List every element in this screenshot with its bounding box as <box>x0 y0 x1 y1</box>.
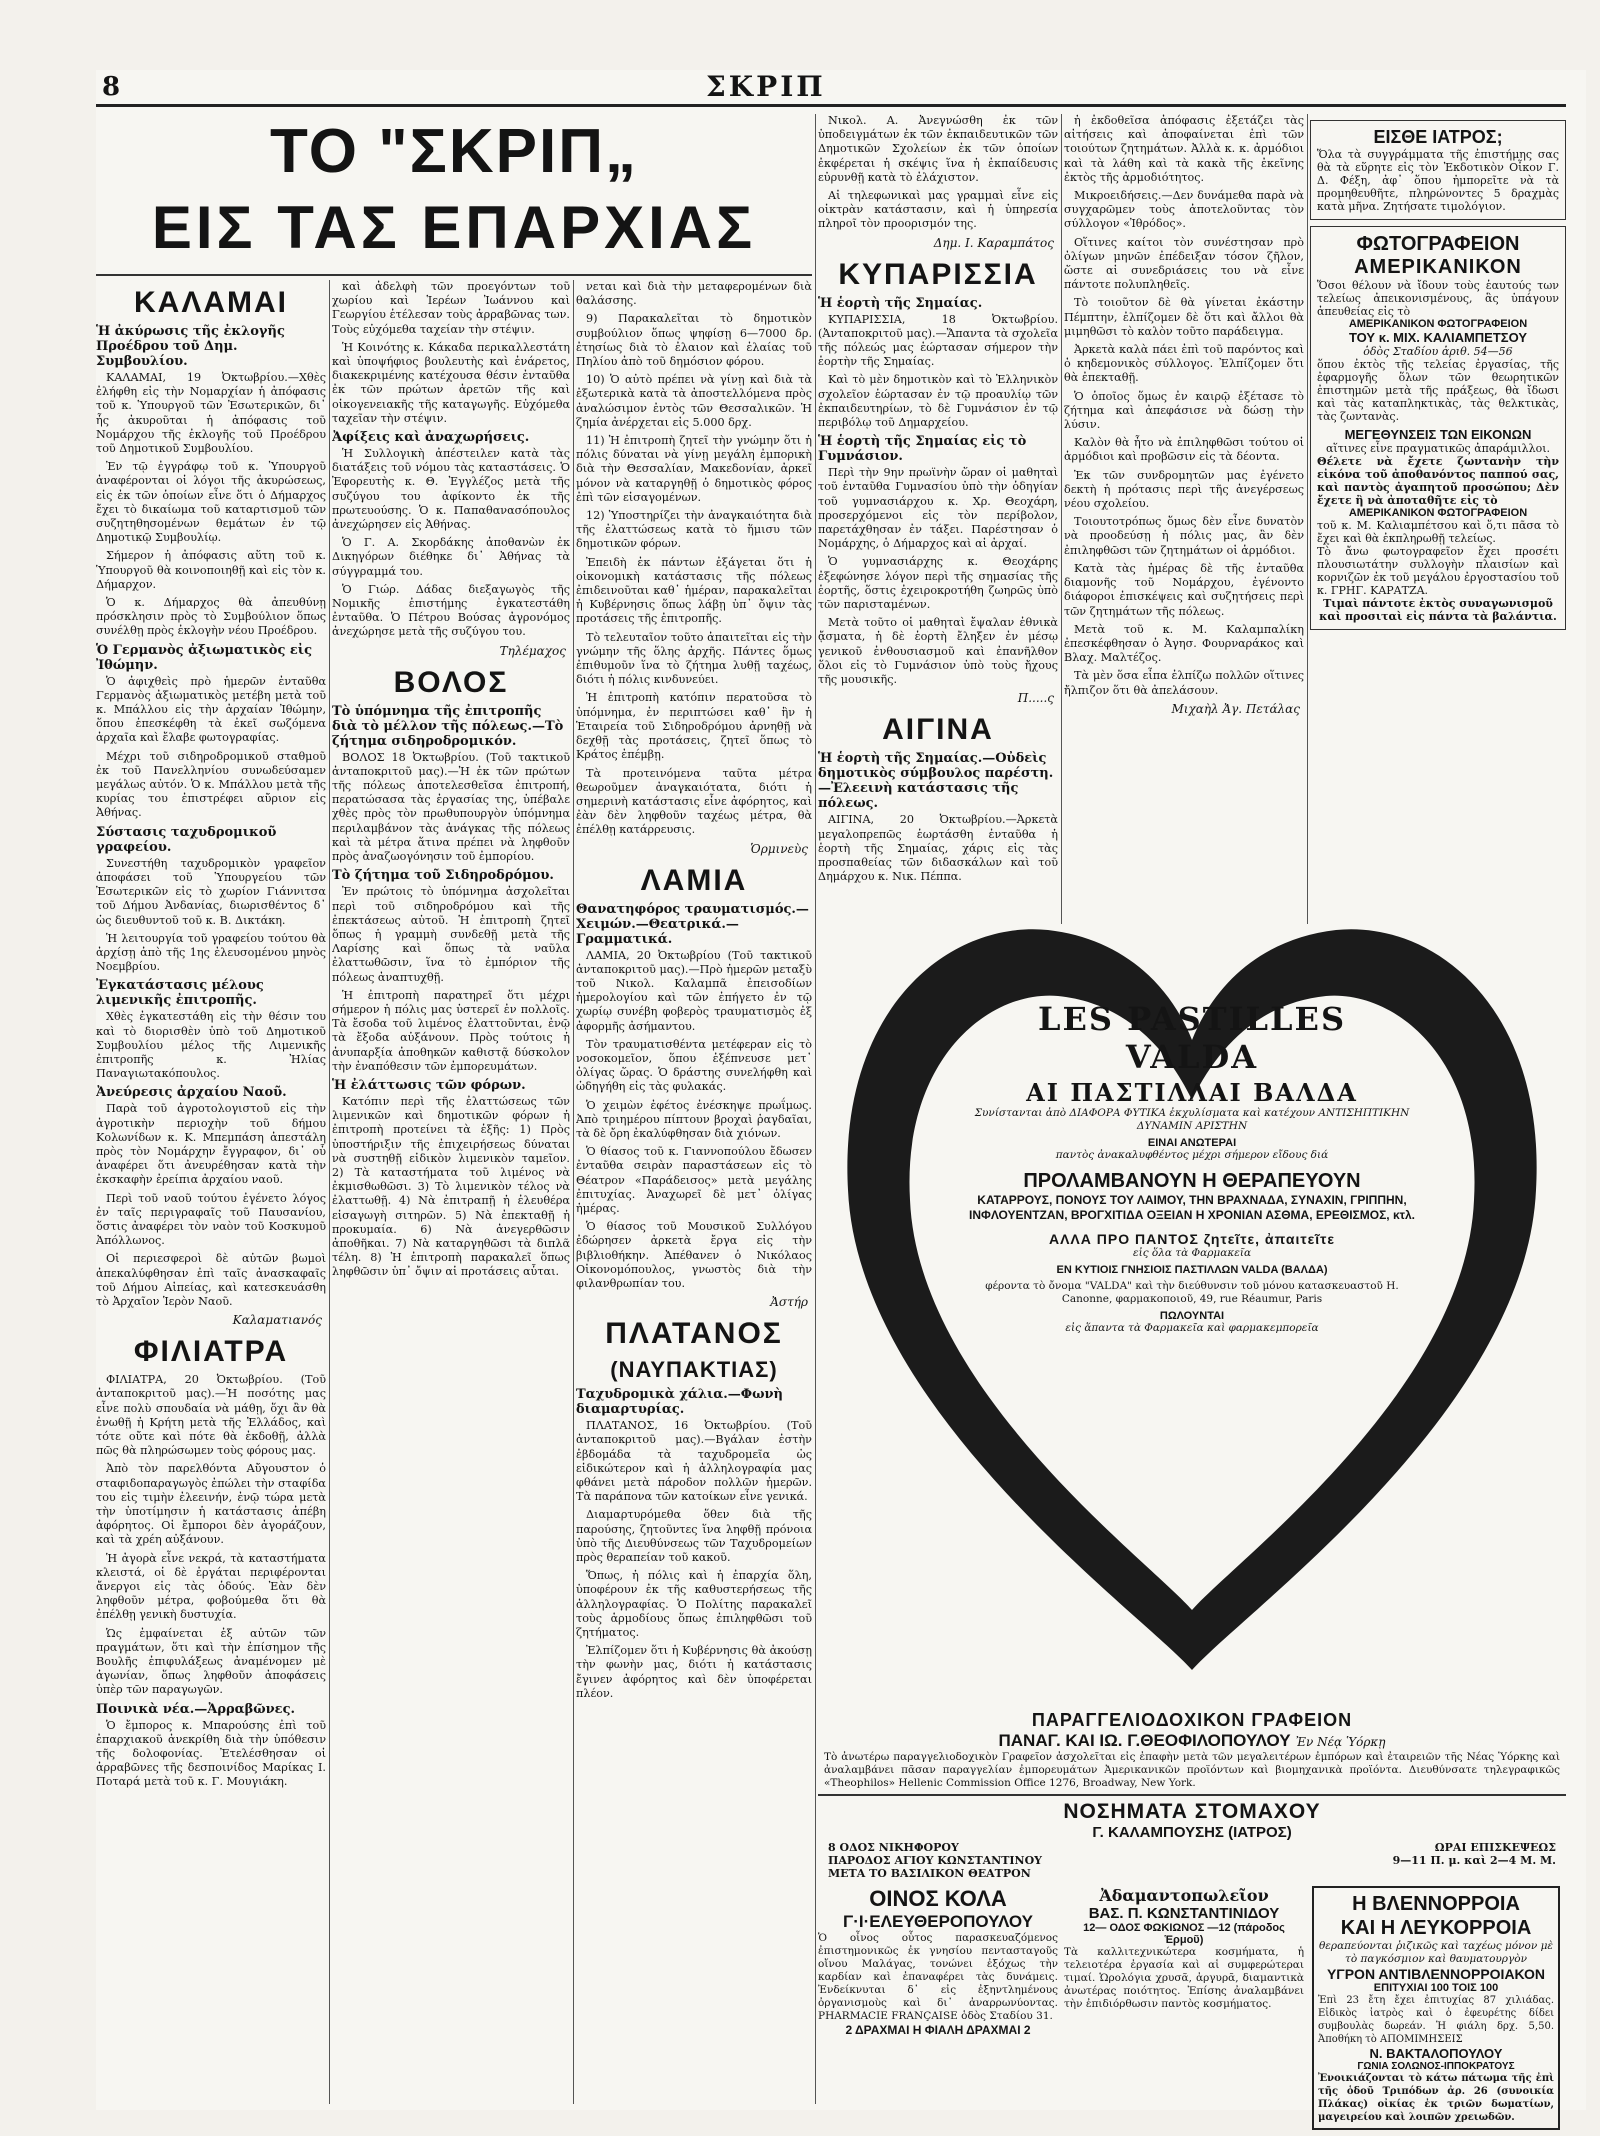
paragraph: Καλὸν θὰ ἦτο νὰ ἐπιληφθῶσι τούτου οἱ ἁρμόδιοι καὶ προβῶσιν εἰς τὰ δέοντα. <box>1064 436 1304 464</box>
valda-text: εἰς ἅπαντα τὰ Φαρμακεῖα καὶ φαρμακεμπορεῖα <box>1065 1322 1319 1334</box>
paragraph: ΦΙΛΙΑΤΡΑ, 20 Ὀκτωβρίου. (Τοῦ ἀνταποκριτοῦ μας).—Ἡ ποσότης μας εἶνε πολὺ σπουδαία νὰ μάθῃ, ὅχι ἂν θὰ ἐνωθῇ ἡ Κρήτη μετὰ τῆς Ἑλλάδος, καὶ τότε οὔτε καὶ πότε θὰ ἐκδοθῇ, ἀλλὰ πῶς θὰ πληρώσωμεν τοὺς φόρους μας. <box>96 1373 326 1458</box>
ad-stamp: ΕΠΙΤΥΧΙΑΙ 100 ΤΟΙΣ 100 <box>1373 1982 1499 1994</box>
ad-name: Γ·Ι·ΕΛΕΥΘΕΡΟΠΟΥΛΟΥ <box>843 1912 1033 1931</box>
ad-text: Τὸ ἄνω φωτογραφεῖον ἔχει προσέτι πλουσιωτάτην συλλογὴν πλαισίων καὶ κορνιζῶν ἐκ τοῦ μεγάλου ἐργοστασίου τοῦ κ. ΓΡΗΓ. ΚΑΡΑΤΖΑ. <box>1317 545 1559 597</box>
heading-aigina: ΑΙΓΙΝΑ <box>882 713 994 747</box>
ad-title: ΕΙΣΘΕ ΙΑΤΡΟΣ; <box>1373 127 1503 147</box>
paragraph: ἡ ἐκδοθεῖσα ἀπόφασις ἐξετάζει τὰς αἰτήσεις καὶ ἀποφαίνεται ἐπὶ τῶν τοιούτων ζητημάτων. Ἀλλὰ κ. κ. ἀρμόδιοι καὶ τὰ λάθη καὶ τὰ κακὰ τῆς ἐκεῖνης ἐκτὸς τῆς ἀρμοδιότητος. <box>1064 114 1304 184</box>
paragraph: καὶ ἀδελφὴ τῶν προεγόντων τοῦ χωρίου καὶ Ἱερέων Ἰωάννου καὶ Γεωργίου ἐτέλεσαν τοὺς ἀρραβῶνας των. Τοὺς εὐχόμεθα ταχείαν τὴν στέψιν. <box>332 280 570 336</box>
paragraph: Νικολ. Α. Ἀνεγνώσθη ἐκ τῶν ὑποδειγμάτων ἐκ τῶν ἐκπαιδευτικῶν τῶν Δημοτικῶν Σχολείων ἐκ τῶν ὁποίων ἐκφέρεται ἡ σκέψις ἵνα ἡ ἐκπαίδευσις εὐρυνθῇ κατὰ τὸ ἐλάχιστον. <box>818 114 1058 184</box>
ad-hours: 9—11 Π. μ. καὶ 2—4 Μ. Μ. <box>1392 1854 1556 1867</box>
ad-line: ΑΜΕΡΙΚΑΝΙΚΟΝ ΦΩΤΟΓΡΑΦΕΙΟΝ <box>1348 318 1528 330</box>
paragraph: Μετὰ τοῦ κ. Μ. Καλαμπαλίκη ἐπεσκέφθησαν ὁ Ἀγησ. Φουρναράκος καὶ Βλαχ. Μαλτέζος. <box>1064 622 1304 665</box>
paragraph: Ἡ Κοινότης κ. Κάκαδα περικαλλεστάτη καὶ ὑποψήφιος βουλευτὴς καὶ ἐνάρετος, διακεκριμένης κατέχουσα θέσιν ἐνταῦθα ἐκ τῶν πρώτων ἀρετῶν τῆς καὶ οἰκογενειακῆς τῆς καταγωγῆς. Εὐχόμεθα ταχεῖαν τὴν στέψιν. <box>332 340 570 425</box>
paragraph: Ὅπως, ἡ πόλις καὶ ἡ ἐπαρχία ὅλη, ὑποφέρουν ἐκ τῆς καθυστερήσεως τῆς ἀλληλογραφίας. Ὁ Πολίτης παρακαλεῖ τοὺς ἁρμοδίους ὅπως ἐπιληφθῶσι τοῦ ζητήματος. <box>576 1569 812 1640</box>
paragraph: Ὁ θίασος τοῦ κ. Γιαννοπούλου ἔδωσεν ἐνταῦθα σειρὰν παραστάσεων εἰς τὸ Θέατρον «Παράδεισος» μετὰ μεγάλης ἐπιτυχίας. Ἀναχωρεῖ δὲ μετ᾽ ὀλίγας ἡμέρας. <box>576 1145 812 1215</box>
ad-text: θεραπεύονται ῥιζικῶς καὶ ταχέως μόνον μὲ τὸ παγκόσμιον καὶ θαυματουργὸν <box>1318 1940 1554 1965</box>
ad-name: ΒΑΣ. Π. ΚΩΝΣΤΑΝΤΙΝΙΔΟΥ <box>1088 1905 1280 1922</box>
page-number: 8 <box>102 72 121 102</box>
ad-location: Ἐν Νέᾳ Ὑόρκῃ <box>1295 1735 1386 1749</box>
ad-title: ΟΙΝΟΣ ΚΟΛΑ <box>869 1886 1007 1911</box>
valda-but: ΑΛΛΑ ΠΡΟ ΠΑΝΤΟΣ ζητεῖτε, ἀπαιτεῖτε <box>1048 1231 1336 1247</box>
column-3 <box>576 280 812 2104</box>
ad-name: ΑΜΕΡΙΚΑΝΙΚΟΝ <box>1354 256 1522 278</box>
paragraph: Ὁ γυμνασιάρχης κ. Θεοχάρης ἐξεφώνησε λόγον περὶ τῆς σημασίας τῆς ἑορτῆς, ὅστις ἐχειροκροτήθη ζωηρῶς ὑπὸ τῶν παρισταμένων. <box>818 555 1058 612</box>
paragraph: Τὰ προτεινόμενα ταῦτα μέτρα θεωροῦμεν ἀναγκαιότατα, διότι ἡ σημερινὴ κατάστασις εἶνε ἀφόρητος, καὶ ἐὰν δὲν ληφθοῦν ταχέως μέτρα, θὰ ἐπέλθῃ κατάρρευσις. <box>576 766 812 837</box>
column-rule <box>573 280 574 2104</box>
paragraph: Οἵτινες καίτοι τὸν συνέστησαν πρὸ ὀλίγων μηνῶν ἐπέδειξαν τόσον ζῆλον, ὥστε αἱ συνεδριάσεις του νὰ εἶνε πάντοτε πολυπληθεῖς. <box>1064 235 1304 292</box>
valda-sold: ΠΩΛΟΥΝΤΑΙ <box>1159 1310 1225 1322</box>
ad-commission-office <box>818 1710 1566 1790</box>
heading-filiatra: ΦΙΛΙΑΤΡΑ <box>133 1335 289 1369</box>
signature: Ἀστήρ <box>770 1295 808 1310</box>
valda-text: ΕΙΝΑΙ ΑΝΩΤΕΡΑΙ <box>1147 1137 1237 1149</box>
column-rule <box>329 280 330 2104</box>
paragraph: Ἐλπίζομεν ὅτι ἡ Κυβέρνησις θὰ ἀκούσῃ τὴν φωνὴν μας, διότι ἡ κατάστασις ἔγινεν ἀφόρητος καὶ δὲν ὑποφέρεται πλέον. <box>576 1644 812 1700</box>
ad-text: Θέλετε νὰ ἔχετε ζωντανὴν τὴν εἰκόνα τοῦ ἀποθανόντος παππού σας, καὶ παντὸς ἀγαπητοῦ προσώπου; Δὲν ἔχετε ἢ νὰ ἀποταθῆτε εἰς τὸ <box>1317 455 1559 507</box>
paragraph: Ὁ Γιώρ. Δάδας διεξαγωγὸς τῆς Νομικῆς ἐπιστήμης ἐγκατεστάθη ἐνταῦθα. Ὁ Πέτρου Βούσας ἀγρονόμος ἀνεχώρησε μετὰ τῆς συζύγου του. <box>332 582 570 639</box>
newspaper-title: ΣΚΡΙΠ <box>706 70 826 103</box>
paragraph: Ὁ ἔμπορος κ. Μπαρούσης ἐπὶ τοῦ ἐπαρχιακοῦ ἀνεκρίθη διὰ τὴν ὑπόθεσιν τῆς δολοφονίας. Ἐτελέσθησαν οἱ ἀρραβῶνες τῆς δεσποινίδος Μαρίκας Ι. Ποταρά μετὰ τοῦ κ. Γ. Μουγιάκη. <box>96 1718 326 1789</box>
paragraph: Τὸ τελευταῖον τοῦτο ἀπαιτεῖται εἰς τὴν γνώμην τῆς ὅλης ἀρχῆς. Πάντες ὅμως ἐπιθυμοῦν ἵνα τὸ ζήτημα λυθῇ ταχέως, διότι ἡ πόλις κινδυνεύει. <box>576 630 812 687</box>
heading-platanos: ΠΛΑΤΑΝΟΣ <box>605 1317 783 1351</box>
signature: Ὁρμινεὺς <box>750 841 808 856</box>
paragraph: Οἱ περιεσφεροὶ δὲ αὐτῶν βωμοὶ ἀπεκαλύφθησαν ἐπὶ ταῖς ἀνασκαφαῖς τοῦ Δήμου Αἰπείας, καὶ κατεσκευάσθη τὸ Ἀρχαῖον Ἱερὸν Ναοῦ. <box>96 1252 326 1308</box>
ad-text: Ἐπὶ 23 ἔτη ἔχει ἐπιτυχίας 87 χιλιάδας. Εἰδικὸς ἰατρὸς καὶ ὁ ἐφευρέτης δίδει συμβουλὰς δωρεάν. Ἡ φιάλη δρχ. 5,50. Ἀποθήκη τὸ ΑΠΟΜΙΜΗΣΕΙΣ <box>1318 1995 1554 2045</box>
subheading: Ἡ ἀκύρωσις τῆς ἐκλογῆς Προέδρου τοῦ Δημ. Συμβουλίου. <box>96 324 285 369</box>
paragraph: Τὸ τοιοῦτον δὲ θὰ γίνεται ἐκάστην Πέμπτην, ἐλπίζομεν δὲ ὅτι καὶ ἄλλοι θὰ μιμηθῶσι τὸ καλὸν τοῦτο παράδειγμα. <box>1064 296 1304 338</box>
subheading: Ἡ ἐλάττωσις τῶν φόρων. <box>332 1077 526 1093</box>
ad-text: Τιμαὶ πάντοτε ἐκτὸς συναγωνισμοῦ καὶ προσιταὶ εἰς πάντα τὰ βαλάντια. <box>1319 597 1557 623</box>
ad-address: ΜΕΤΑ ΤΟ ΒΑΣΙΛΙΚΟΝ ΘΕΑΤΡΟΝ <box>828 1867 1031 1880</box>
valda-heart-ad <box>818 890 1566 1650</box>
subheading: Ποινικὰ νέα.—Ἀρραβῶνες. <box>96 1701 296 1717</box>
ad-title: ΚΑΙ Η ΛΕΥΚΟΡΡΟΙΑ <box>1340 1917 1532 1939</box>
paragraph: Ἀρκετὰ καλὰ πάει ἐπὶ τοῦ παρόντος καὶ ὁ κηδεμονικὸς σύλλογος. Ἐλπίζομεν ὅτι θὰ ἐπεκταθῇ. <box>1064 343 1304 385</box>
paragraph: Ἡ ἐπιτροπὴ κατόπιν περατοῦσα τὸ ὑπόμνημα, ἐν περιπτώσει καθ᾽ ἣν ἡ Ἑταιρεία τοῦ Σιδηροδρόμου ἀρνηθῇ νὰ δεχθῇ τὰς προτάσεις, ζητεῖ ὅπως τὸ Κράτος ἐπέμβῃ. <box>576 691 812 762</box>
paragraph: Μέχρι τοῦ σιδηροδρομικοῦ σταθμοῦ ἐκ τοῦ Πανελληνίου συνωδεύσαμεν μεγάλως αὐτόν. Ὁ κ. Μπάλλου μετὰ τῆς κυρίας του ἐπιστρέφει αὔριον εἰς Ἀθήνας. <box>96 749 326 820</box>
ad-product: ΥΓΡΟΝ ΑΝΤΙΒΛΕΝΝΟΡΡΟΙΑΚΟΝ <box>1326 1966 1546 1982</box>
subheading: Ταχυδρομικὰ χάλια.—Φωνὴ διαμαρτυρίας. <box>576 1387 783 1418</box>
subheading: Ἀφίξεις καὶ ἀναχωρήσεις. <box>332 430 530 446</box>
valda-text: φέροντα τὸ ὄνομα "VALDA" καὶ τὴν διεύθυνσιν τοῦ μόνου κατασκευαστοῦ H. Canonne, φαρμακοποιοῦ, 49, rue Réaumur, Paris <box>985 1280 1399 1305</box>
newspaper-page <box>96 70 1586 2123</box>
column-rule <box>1061 114 1062 924</box>
column-rule <box>815 114 816 2104</box>
signature: Δημ. Ι. Καραμπάτος <box>933 235 1054 250</box>
paragraph: Μετὰ τοῦτο οἱ μαθηταὶ ἔψαλαν ἐθνικὰ ᾄσματα, ἡ δὲ ἑορτὴ ἔληξεν ἐν μέσῳ γενικοῦ ἐνθουσιασμοῦ καὶ ἐπανῆλθον ὅλοι εἰς τὸ Γυμνάσιον ὑπὸ τοὺς ἤχους τῆς μουσικῆς. <box>818 616 1058 687</box>
paragraph: Ὁ θίασος τοῦ Μουσικοῦ Συλλόγου ἐδώρησεν ἀρκετὰ ἔργα εἰς τὴν βιβλιοθήκην. Ἀπέθανεν ὁ Νικόλαος Οἰκονομόπουλος, γνωστὸς διὰ τὴν φιλανθρωπίαν του. <box>576 1220 812 1290</box>
signature: Μιχαὴλ Ἀγ. Πετάλας <box>1171 701 1300 716</box>
paragraph: Αἱ τηλεφωνικαὶ μας γραμμαὶ εἶνε εἰς οἰκτρὰν κατάστασιν, καὶ ἡ ὑπηρεσία πληροῖ τὸν προορισμόν της. <box>818 189 1058 231</box>
ad-doctor-books <box>1310 120 1566 220</box>
banner-line-1: ΤΟ "ΣΚΡΙΠ„ <box>270 117 638 186</box>
subheading: Ὁ Γερμανὸς ἀξιωματικὸς εἰς Ἰθώμην. <box>96 642 312 673</box>
ad-line: ΜΕΓΕΘΥΝΣΕΙΣ ΤΩΝ ΕΙΚΟΝΩΝ <box>1344 427 1532 442</box>
section-banner <box>96 114 812 276</box>
ad-jeweler <box>1064 1886 1304 2011</box>
ad-name: ΠΑΝΑΓ. ΚΑΙ ΙΩ. Γ.ΘΕΟΦΙΛΟΠΟΥΛΟΥ <box>998 1731 1291 1750</box>
paragraph: Τὰ μὲν ὅσα εἶπα ἐλπίζω πολλῶν οἵτινες ἤλπιζον ὅτι θὰ ἀπελάσουν. <box>1064 669 1304 697</box>
subheading: Θανατηφόρος τραυματισμός.—Χειμών.—Θεατρικά.—Γραμματικά. <box>576 901 809 947</box>
ad-text: Ἐνοικιάζονται τὸ κάτω πάτωμα τῆς ἐπὶ τῆς ὁδοῦ Τριπόδων ἀρ. 26 (συνοικία Πλάκας) οἰκίας ἐκ τριῶν δωματίων, μαγειρείου καὶ λοιπῶν χρειωδῶν. <box>1318 2073 1554 2123</box>
paragraph: Μικροειδήσεις.—Δεν δυνάμεθα παρὰ νὰ συγχαρῶμεν τοὺς ἀποτελοῦντας τὸν σύλλογον «Ἰθρόδος». <box>1064 189 1304 231</box>
paragraph: 12) Ὑποστηρίζει τὴν ἀναγκαιότητα διὰ τῆς ἐλαττώσεως κατὰ τὸ ἥμισυ τῶν δημοτικῶν φόρων. <box>576 509 812 551</box>
paragraph: Ἀπὸ τὸν παρελθόντα Αὔγουστον ὁ σταφιδοπαραγωγὸς ἐπώλει τὴν σταφίδα του εἰς τιμὴν ἐλεεινήν, ἐνῷ τώρα μετὰ τὴν ὑποτίμησιν ἡ κατάστασις ἀπέβη ἀφόρητος. Οἱ ἔμποροι δὲν ἀγοράζουν, καὶ τὰ χρέη αὐξάνουν. <box>96 1462 326 1547</box>
ad-medicine <box>1312 1886 1560 2130</box>
ad-text: ὅπου ἐκτὸς τῆς τελείας ἐργασίας, τῆς ἐφαρμογῆς ὅλων τῶν θεωρητικῶν ἐπιστημῶν μετὰ τῆς πράξεως, θὰ ἴδωσι καὶ τὰς καταπληκτικὰς, τὰς θελκτικὰς, τὰς ζωντανὰς. <box>1317 358 1559 423</box>
ad-title: Η ΒΛΕΝΝΟΡΡΟΙΑ <box>1352 1893 1520 1915</box>
valda-text: παντὸς ἀνακαλυφθέντος μέχρι σήμερον εἴδους διά <box>1055 1149 1329 1161</box>
paragraph: ΚΥΠΑΡΙΣΣΙΑ, 18 Ὀκτωβρίου. (Ἀνταποκριτοῦ μας).—Ἅπαντα τὰ σχολεῖα τῆς πόλεώς μας ἑώρτασαν σήμερον τὴν ἑορτὴν τῆς Σημαίας. <box>818 312 1058 369</box>
paragraph: ΒΟΛΟΣ 18 Ὀκτωβρίου. (Τοῦ τακτικοῦ ἀνταποκριτοῦ μας).—Ἡ ἐκ τῶν πρώτων τῆς πόλεως ἀποτελεσθεῖσα ἐπιτροπή, περατώσασα τὰς ἐργασίας της, ὑπέβαλε χθὲς πρὸς τὸν πρωθυπουργὸν ὑπόμνημα περιλαμβάνον τὰς ἀνάγκας τῆς πόλεως καὶ τὰ μέτρα ἅτινα πρέπει νὰ ληφθοῦν πρὸς ἀναζωογόνησιν τοῦ ἐμπορίου. <box>332 750 570 864</box>
ad-text: Ὅλα τὰ συγγράμματα τῆς ἐπιστήμης σας θὰ τὰ εὕρητε εἰς τὸν Ἐκδοτικὸν Οἶκον Γ. Δ. Φέξη, ἀφ᾽ ὅπου ἠμπορεῖτε νὰ τὰ προμηθευθῆτε, πληρώνοντες 5 δραχμὰς κατὰ μῆνα. Ζητήσατε τιμολόγιον. <box>1317 148 1559 213</box>
valda-text: εἰς ὅλα τὰ Φαρμακεῖα <box>1132 1247 1252 1259</box>
banner-line-2: ΕΙΣ ΤΑΣ ΕΠΑΡΧΙΑΣ <box>151 194 757 261</box>
paragraph: Περὶ τὴν 9ην πρωϊνὴν ὥραν οἱ μαθηταὶ τοῦ ἐνταῦθα Γυμνασίου ὑπὸ τὴν ὁδηγίαν τοῦ γυμνασιάρχου κ. Χρ. Θεοχάρη, προσερχόμενοι εἰς τὸν περίβολον, παρετάχθησαν ἐν τάξει. Παρέστησαν ὁ Νομάρχης, ὁ Δήμαρχος καὶ αἱ ἀρχαί. <box>818 466 1058 551</box>
ad-text: Ὁ οἶνος οὗτος παρασκευαζόμενος ἐπιστημονικῶς ἐκ γνησίου πεντασταγοῦς οἴνου Μαλάγας, τονώνει ἐξόχως τὴν καρδίαν καὶ ἐπαναφέρει τὰς δυνάμεις. Ἐνδείκνυται δ᾽ εἰς ἐξηντλημένους ὀργανισμοὺς καὶ δι᾽ ἀναρρωνύοντας. PHARMACIE FRANÇAISE ὁδὸς Σταδίου 31. <box>818 1932 1058 2022</box>
heading-kyparissia: ΚΥΠΑΡΙΣΣΙΑ <box>838 257 1038 291</box>
paragraph: Ὁ ἀφιχθεὶς πρὸ ἡμερῶν ἐνταῦθα Γερμανὸς ἀξιωματικὸς μετέβη μετὰ τοῦ κ. Μπάλλου εἰς τὴν ἀρχαίαν Ἰθώμην, ὅπου ἐπεσκέφθη τὰ ἐκεῖ σωζόμενα ἀρχαῖα καὶ ἔλαβε φωτογραφίας. <box>96 674 326 745</box>
ad-title: ΦΩΤΟΓΡΑΦΕΙΟΝ <box>1356 233 1520 255</box>
subheading: Σύστασις ταχυδρομικοῦ γραφείου. <box>96 824 277 855</box>
valda-text: Συνίστανται ἀπὸ ΔΙΑΦΟΡΑ ΦΥΤΙΚΑ ἐκχυλίσματα καὶ κατέχουν ΑΝΤΙΣΗΠΤΙΚΗΝ ΔΥΝΑΜΙΝ ΑΡΙΣΤΗΝ <box>974 1107 1410 1132</box>
column-5 <box>1064 114 1304 924</box>
paragraph: Παρὰ τοῦ ἀγροτολογιστοῦ εἰς τὴν ἀγροτικὴν περιοχὴν τοῦ δήμου Κολωνίδων κ. Κ. Μπεμπάση ἀπεστάλη πρὸς τὸν Νομάρχην ἔγγραφον, δι᾽ οὗ ἀναφέρει ὅτι ἀνευρέθησαν κατὰ τὴν ἐκσκαφὴν ἐρείπια ἀρχαίου ναοῦ. <box>96 1102 326 1187</box>
paragraph: Ὁ χειμὼν ἐφέτος ἐνέσκηψε πρωΐμως. Ἀπὸ τριημέρου πίπτουν βροχαὶ ῥαγδαῖαι, τὰ δὲ ὄρη ἐκαλύφθησαν διὰ χιόνων. <box>576 1098 812 1140</box>
ad-text: τοῦ κ. Μ. Καλιαμπέτσου καὶ ὅ,τι πᾶσα τὸ ἔχει καὶ θὰ ἐκπληρωθῇ τελείως. <box>1317 519 1559 545</box>
paragraph: Τοιουτοτρόπως ὅμως δὲν εἶνε δυνατὸν νὰ προοδεύσῃ ἡ πόλις μας, ἂν δὲν ἐπιληφθῶσι τῶν ζητημάτων οἱ ἁρμόδιοι. <box>1064 515 1304 557</box>
subheading: Ἡ ἑορτὴ τῆς Σημαίας. <box>818 295 983 311</box>
ad-address: ὁδὸς Σταδίου ἀριθ. 54—56 <box>1363 345 1513 358</box>
column-6-ads <box>1310 114 1566 924</box>
ad-details <box>818 1841 1566 1880</box>
heading-lamia: ΛΑΜΙΑ <box>640 863 748 897</box>
paragraph: ΑΙΓΙΝΑ, 20 Ὀκτωβρίου.—Ἀρκετὰ μεγαλοπρεπῶς ἑωρτάσθη ἐνταῦθα ἡ ἑορτὴ τῆς Σημαίας, χάρις εἰς τὰς προσπαθείας τῶν διδασκάλων καὶ τοῦ Δημάρχου κ. Νικ. Πέππα. <box>818 813 1058 884</box>
paragraph: Ἡ ἀγορὰ εἶνε νεκρά, τὰ καταστήματα κλειστά, οἱ δὲ ἐργάται περιφέρονται ἄνεργοι εἰς τὰς ὁδούς. Ἐὰν δὲν ληφθοῦν μέτρα, φοβούμεθα ὅτι θὰ ἐπέλθῃ γενικὴ δυστυχία. <box>96 1551 326 1622</box>
valda-claim: ΠΡΟΛΑΜΒΑΝΟΥΝ Η ΘΕΡΑΠΕΥΟΥΝ <box>1023 1170 1361 1192</box>
signature: Καλαματιανός <box>232 1313 322 1328</box>
column-4 <box>818 114 1058 924</box>
ad-hours-block <box>1393 1841 1556 1880</box>
ad-title: Ἀδαμαντοπωλεῖον <box>1099 1886 1269 1905</box>
paragraph: Καὶ τὸ μὲν δημοτικὸν καὶ τὸ Ἑλληνικὸν σχολεῖον ἑώρτασαν ἐν τῷ προαυλίῳ τῶν ἐκπαιδευτηρίων, τὸ δὲ Γυμνάσιον ἐν τῷ περιβόλῳ τοῦ Δημαρχείου. <box>818 373 1058 430</box>
ad-stomach-doctor <box>818 1794 1566 1880</box>
column-1 <box>96 280 326 2104</box>
paragraph: Ἐπειδὴ ἐκ πάντων ἐξάγεται ὅτι ἡ οἰκονομικὴ κατάστασις τῆς πόλεως ἐπιδεινοῦται καθ᾽ ἡμέραν, παρακαλεῖται ἡ Κυβέρνησις ὅπως λάβῃ ὑπ᾽ ὄψιν τὰς προτάσεις τῆς ἐπιτροπῆς. <box>576 555 812 626</box>
paragraph: 9) Παρακαλεῖται τὸ δημοτικὸν συμβούλιον ὅπως ψηφίσῃ 6—7000 δρ. ἐτησίως διὰ τὸ ἐλαιον καὶ ἐλαίας τοῦ Πηλίου ἀπὸ τοῦ δημόσιον φόρου. <box>576 312 812 369</box>
ad-text: Τὸ ἀνωτέρω παραγγελιοδοχικὸν Γραφεῖον ἀσχολεῖται εἰς ἐπαφὴν μετὰ τῶν μεγαλειτέρων ἐμπόρων καὶ ἐταιρειῶν τῆς Νέας Ὑόρκης καὶ ἀναλαμβάνει πᾶσαν παραγγελίαν ἐμπορευμάτων Ἀμερικανικῶν προϊόντων καὶ βιομηχανικὰ προϊόντα. Διευθύνσατε τηλεγραφικῶς «Theophilos» Hellenic Commission Office 1276, Broadway, New York. <box>824 1751 1560 1789</box>
paragraph: Ἐκ τῶν συνδρομητῶν μας ἐγένετο δεκτὴ ἡ πρότασις περὶ τῆς ἀνεγέρσεως νέου σχολείου. <box>1064 468 1304 511</box>
paragraph: Ἡ Συλλογικὴ ἀπέστειλεν κατὰ τὰς διατάξεις τοῦ νόμου τὰς καταστάσεις. Ὁ Ἐφορευτὴς κ. Θ. Ἐγγλέζος μετὰ τῆς συζύγου του ἀφίκοντο ἐκ τῆς πρωτευούσης. Ὁ κ. Παπαθανασόπουλος ἀνεχώρησεν εἰς Ἀθήνας. <box>332 447 570 532</box>
subheading: Ἀνεύρεσις ἀρχαίου Ναοῦ. <box>96 1085 287 1101</box>
ad-text: αἵτινες εἶνε πραγματικῶς ἀπαράμιλλοι. <box>1325 442 1551 455</box>
paragraph: νεται καὶ διὰ τὴν μεταφερομένων διὰ θαλάσσης. <box>576 280 812 308</box>
ad-title: ΝΟΣΗΜΑΤΑ ΣΤΟΜΑΧΟΥ <box>1063 1800 1321 1823</box>
paragraph: Ἡ λειτουργία τοῦ γραφείου τούτου θὰ ἀρχίσῃ ἀπὸ τῆς 1ης ἐλευσομένου μηνὸς Νοεμβρίου. <box>96 931 326 974</box>
paragraph: ΠΛΑΤΑΝΟΣ, 16 Ὀκτωβρίου. (Τοῦ ἀνταποκριτοῦ μας).—Βγάλαν ἐστὴν ἑβδομάδα τὰ ταχυδρομεῖα ὡς εἰδικώτερον καὶ ἡ ἀλληλογραφία μας φθάνει μετὰ πάροδον πολλῶν ἡμερῶν. Τὰ παράπονα τῶν κατοίκων εἶνε γενικά. <box>576 1419 812 1504</box>
subheading: Τὸ ζήτημα τοῦ Σιδηροδρόμου. <box>332 868 554 884</box>
valda-text <box>968 1000 1416 1335</box>
paragraph: Ἡ ἐπιτροπὴ παρατηρεῖ ὅτι μέχρι σήμερον ἡ πόλις μας ὑστερεῖ ἐν πολλοῖς. Τὰ ἔσοδα τοῦ λιμένος ἐλαττοῦνται, ἐνῷ τὰ ἔξοδα αὐξάνουν. Πρὸς τούτοις ἡ ἀνυπαρξία ἀποθηκῶν καθιστᾷ δύσκολον τὴν ἐναπόθεσιν τῶν ἐμπορευμάτων. <box>332 988 570 1073</box>
paragraph: Διαμαρτυρόμεθα ὅθεν διὰ τῆς παρούσης, ζητοῦντες ἵνα ληφθῇ πρόνοια ὑπὸ τῆς Διευθύνσεως τῶν Ταχυδρομείων πρὸς θεραπείαν τοῦ κακοῦ. <box>576 1508 812 1565</box>
ad-text: Τὰ καλλιτεχνικώτερα κοσμήματα, ἡ τελειοτέρα ἐργασία καὶ αἱ συμφερώτεραι τιμαί. Ὡρολόγια χρυσᾶ, ἀργυρᾶ, διαμαντικὰ ἀνωτέρας ποιότητος. Ἐπίσης ἀναλαμβάνει τὴν ἐπιδιόρθωσιν παντὸς κοσμήματος. <box>1064 1946 1304 2010</box>
ad-doctor: Γ. ΚΑΛΑΜΠΟΥΣΗΣ (ΙΑΤΡΟΣ) <box>1092 1824 1292 1841</box>
paragraph: ΛΑΜΙΑ, 20 Ὀκτωβρίου (Τοῦ τακτικοῦ ἀνταποκριτοῦ μας).—Πρὸ ἡμερῶν μεταξὺ τοῦ Νικολ. Καλαμπᾶ ἐπεισοδίων ἡμερολογίου καὶ τῶν ἐπήγετο ἐν τῷ χωρίῳ συνέβη φοβερὸς τραυματισμὸς ἐξ ἀφορμῆς ἀσήμαντου. <box>576 948 812 1033</box>
ad-address: ΠΑΡΟΔΟΣ ΑΓΙΟΥ ΚΩΝΣΤΑΝΤΙΝΟΥ <box>828 1854 1043 1867</box>
signature: Τηλέμαχος <box>499 643 566 658</box>
column-rule <box>1307 114 1308 924</box>
paragraph: Συνεστήθη ταχυδρομικὸν γραφεῖον ἀποφάσει τοῦ Ὑπουργείου τῶν Ἐσωτερικῶν εἰς τὸ χωρίον Γιάννιτσα τοῦ Δήμου Ἀνδανίας, διωρισθέντος δ᾽ ὡς διευθυντοῦ τοῦ κ. Β. Δικτάκη. <box>96 856 326 927</box>
subheading: Τὸ ὑπόμνημα τῆς ἐπιτροπῆς διὰ τὸ μέλλον τῆς πόλεως.—Τὸ ζήτημα σιδηροδρομικόν. <box>332 703 564 749</box>
masthead <box>96 70 1566 107</box>
paragraph: Ὡς ἐμφαίνεται ἐξ αὐτῶν τῶν πραγμάτων, ὅτι καὶ τὴν ἐπίσημον τῆς Βουλῆς ἐπιφυλάξεως ἀναμένομεν μὲ ἀγωνίαν, ὅπως ληφθοῦν ἀποφάσεις ὑπὲρ τῶν παραγωγῶν. <box>96 1626 326 1697</box>
ad-address-block <box>828 1841 1042 1880</box>
ad-address: 8 ΟΔΟΣ ΝΙΚΗΦΟΡΟΥ <box>828 1841 959 1854</box>
paragraph: Ἐν πρώτοις τὸ ὑπόμνημα ἀσχολεῖται περὶ τοῦ σιδηροδρόμου καὶ τῆς ἐπεκτάσεως αὐτοῦ. Ἡ ἐπιτροπὴ ζητεῖ ὅπως ἡ γραμμὴ συνδεθῇ μετὰ τῆς Λαρίσης καὶ ὅπως τὰ ναῦλα ἐλαττωθῶσιν, ἵνα τὸ ἐμπόριον τῆς πόλεως ἀναπτυχθῇ. <box>332 885 570 984</box>
paragraph: Περὶ τοῦ ναοῦ τούτου ἐγένετο λόγος ἐν ταῖς περιγραφαῖς τοῦ Παυσανίου, ὅστις ἀναφέρει τὸν ναὸν τοῦ Κοσκυμοῦ Ἀπόλλωνος. <box>96 1191 326 1248</box>
paragraph: Κατὰ τὰς ἡμέρας δὲ τῆς ἐνταῦθα διαμονῆς τοῦ Νομάρχου, ἐγένοντο διάφοροι ἐπισκέψεις καὶ συζητήσεις περὶ τῶν ζητημάτων τῆς πόλεως. <box>1064 561 1304 618</box>
paragraph: Τὸν τραυματισθέντα μετέφεραν εἰς τὸ νοσοκομεῖον, ὅπου ἐξέπνευσε μετ᾽ ὀλίγας ὥρας. Ὁ δράστης συνελήφθη καὶ ὡδηγήθη εἰς τὰς φυλακάς. <box>576 1037 812 1094</box>
heading-platanos-sub: (ΝΑΥΠΑΚΤΙΑΣ) <box>610 1357 778 1383</box>
valda-list: ΚΑΤΑΡΡΟΥΣ, ΠΟΝΟΥΣ ΤΟΥ ΛΑΙΜΟΥ, ΤΗΝ ΒΡΑΧΝΑΔΑ, ΣΥΝΑΧΙΝ, ΓΡΙΠΠΗΝ, ΙΝΦΛΟΥΕΝΤΖΑΝ, ΒΡΟΓΧΙΤΙΔΑ ΟΞΕΙΑΝ Η ΧΡΟΝΙΑΝ ΑΣΘΜΑ, ΕΡΕΘΙΣΜΟΣ, κτλ. <box>969 1193 1415 1222</box>
valda-boxes: ΕΝ ΚΥΤΙΟΙΣ ΓΝΗΣΙΟΙΣ ΠΑΣΤΙΛΛΩΝ VALDA (ΒΑΛΔΑ) <box>1056 1264 1328 1276</box>
ad-text: Ὅσοι θέλουν νὰ ἴδουν τοὺς ἑαυτούς των τελείως ἀπεικονισμένους, ἃς ὑπάγουν ἀπευθείας εἰς τὸ <box>1317 279 1559 318</box>
ad-wine-cola <box>818 1886 1058 2037</box>
subheading: Ἐγκατάστασις μέλους λιμενικῆς ἐπιτροπῆς. <box>96 978 264 1009</box>
ad-line: ΤΟΥ κ. ΜΙΧ. ΚΑΛΙΑΜΠΕΤΣΟΥ <box>1348 330 1528 345</box>
paragraph: 10) Ὁ αὐτὸ πρέπει νὰ γίνῃ καὶ διὰ τὰ ἐξωτερικὰ κατὰ τὰ ἀποστελλόμενα πρὸς ἀναλώσιμον ἐντὸς τῶν Θεσσαλικῶν. Ἡ ζημία ἀνέρχεται εἰς 5.000 δρχ. <box>576 373 812 429</box>
paragraph: Ἐν τῷ ἐγγράφῳ τοῦ κ. Ὑπουργοῦ ἀναφέρονται οἱ λόγοι τῆς ἀκυρώσεως, εἰς ἐκ τῶν ὁποίων εἶνε ὅτι ὁ Δήμαρχος ἔχει τὸ δικαίωμα τοῦ καταρτισμοῦ τῶν συζητηθησομένων θεμάτων ἐν τῷ Δημοτικῷ Συμβουλίῳ. <box>96 460 326 545</box>
ad-photography <box>1310 226 1566 630</box>
valda-title-fr: LES PASTILLES VALDA <box>1037 1000 1347 1076</box>
heading-kalamai: ΚΑΛΑΜΑΙ <box>134 286 288 319</box>
paragraph: Κατόπιν περὶ τῆς ἐλαττώσεως τῶν λιμενικῶν καὶ δημοτικῶν φόρων ἡ ἐπιτροπὴ προτείνει τὰ ἑξῆς: 1) Πρὸς ὑποστήριξιν τῆς ἐπιχειρήσεως δύναται νὰ συστηθῇ εἰδικὸν λιμενικὸν ταμεῖον. 2) Τὰ καταστήματα τοῦ λιμένος νὰ ἐκμισθωθῶσι. 3) Τὸ λιμενικὸν τέλος νὰ ἐλαττωθῇ. 4) Νὰ ἐπιτραπῇ ἡ ἐλευθέρα εἰσαγωγὴ σιτηρῶν. 5) Νὰ ἐπεκταθῇ ἡ προκυμαία. 6) Νὰ ἀνεγερθῶσιν ἀποθῆκαι. 7) Νὰ καταργηθῶσι τὰ διπλᾶ τέλη. 8) Ἡ ἐπιτροπὴ παρακαλεῖ ὅπως ληφθῶσιν ὑπ᾽ ὄψιν αἱ προτάσεις αὗται. <box>332 1094 570 1279</box>
valda-title-gr: ΑΙ ΠΑΣΤΙΛΛΑΙ ΒΑΛΔΑ <box>1026 1078 1358 1107</box>
ad-address: 12— ΟΔΟΣ ΦΩΚΙΩΝΟΣ —12 (πάροδος Ἑρμοῦ) <box>1083 1922 1285 1946</box>
ad-line: ΑΜΕΡΙΚΑΝΙΚΟΝ ΦΩΤΟΓΡΑΦΕΙΟΝ <box>1348 507 1528 519</box>
ad-price: 2 ΔΡΑΧΜΑΙ Η ΦΙΑΛΗ ΔΡΑΧΜΑΙ 2 <box>845 2023 1031 2037</box>
ad-pharmacy-address: ΓΩΝΙΑ ΣΟΛΩΝΟΣ-ΙΠΠΟΚΡΑΤΟΥΣ <box>1357 2061 1515 2072</box>
subheading: Ἡ ἑορτὴ τῆς Σημαίας.—Οὐδεὶς δημοτικὸς σύμβουλος παρέστη.—Ἐλεεινὴ κατάστασις τῆς πόλεως. <box>818 751 1054 812</box>
paragraph: Χθὲς ἐγκατεστάθη εἰς τὴν θέσιν του καὶ τὸ διορισθὲν ὑπὸ τοῦ Δημοτικοῦ Συμβουλίου μέλος τῆς Λιμενικῆς ἐπιτροπῆς κ. Ἠλίας Παναγιωτακόπουλος. <box>96 1010 326 1081</box>
ads-lower-grid <box>818 1886 1566 2136</box>
column-2 <box>332 280 570 2104</box>
ad-hours-title: ΩΡΑΙ ΕΠΙΣΚΕΨΕΩΣ <box>1434 1841 1556 1854</box>
paragraph: 11) Ἡ ἐπιτροπὴ ζητεῖ τὴν γνώμην ὅτι ἡ πόλις δύναται νὰ γίνῃ μεγάλη ἐμπορικὴ διὰ τὴν Θεσσαλίαν, Μακεδονίαν, ἀρκεῖ μόνον νὰ καταργηθῇ ὁ δημοτικὸς φόρος ἐπὶ τῶν εἰσαγομένων. <box>576 434 812 504</box>
signature: Π.....ς <box>1017 691 1054 706</box>
bottom-ads <box>818 1710 1566 2123</box>
paragraph: ΚΑΛΑΜΑΙ, 19 Ὀκτωβρίου.—Χθὲς ἐλήφθη εἰς τὴν Νομαρχίαν ἡ ἀπόφασις τοῦ κ. Ὑπουργοῦ τῶν Ἐσωτερικῶν, δι᾽ ἧς ἀκυροῦται ἡ ἀπόφασις τοῦ Νομάρχου τῆς ἐκλογῆς τοῦ Προέδρου τοῦ Δημοτικοῦ Συμβουλίου. <box>96 371 326 456</box>
subheading: Ἡ ἑορτὴ τῆς Σημαίας εἰς τὸ Γυμνάσιον. <box>818 434 1027 465</box>
heading-volos: ΒΟΛΟΣ <box>393 665 509 699</box>
paragraph: Ὁ κ. Δήμαρχος θὰ ἀπευθύνῃ πρόσκλησιν πρὸς τὸ Συμβούλιον ὅπως συνέλθῃ πρὸς ἐκλογὴν νέου Προέδρου. <box>96 596 326 638</box>
ad-pharmacy: Ν. ΒΑΚΤΑΛΟΠΟΥΛΟΥ <box>1369 2046 1503 2061</box>
paragraph: Ὁ Γ. Α. Σκορδάκης ἀποθανὼν ἐκ Δικηγόρων διέθηκε δι᾽ Ἀθήνας τὰ σύγγραμμά του. <box>332 536 570 578</box>
ad-title: ΠΑΡΑΓΓΕΛΙΟΔΟΧΙΚΟΝ ΓΡΑΦΕΙΟΝ <box>1031 1710 1353 1730</box>
paragraph: Σήμερον ἡ ἀπόφασις αὕτη τοῦ κ. Ὑπουργοῦ θὰ κοινοποιηθῇ καὶ εἰς τὸν κ. Δήμαρχον. <box>96 549 326 591</box>
paragraph: Ὁ ὁποῖος ὅμως ἐν καιρῷ ἐξέτασε τὸ ζήτημα καὶ ἀπεφάσισε νὰ δώσῃ τὴν λύσιν. <box>1064 389 1304 432</box>
